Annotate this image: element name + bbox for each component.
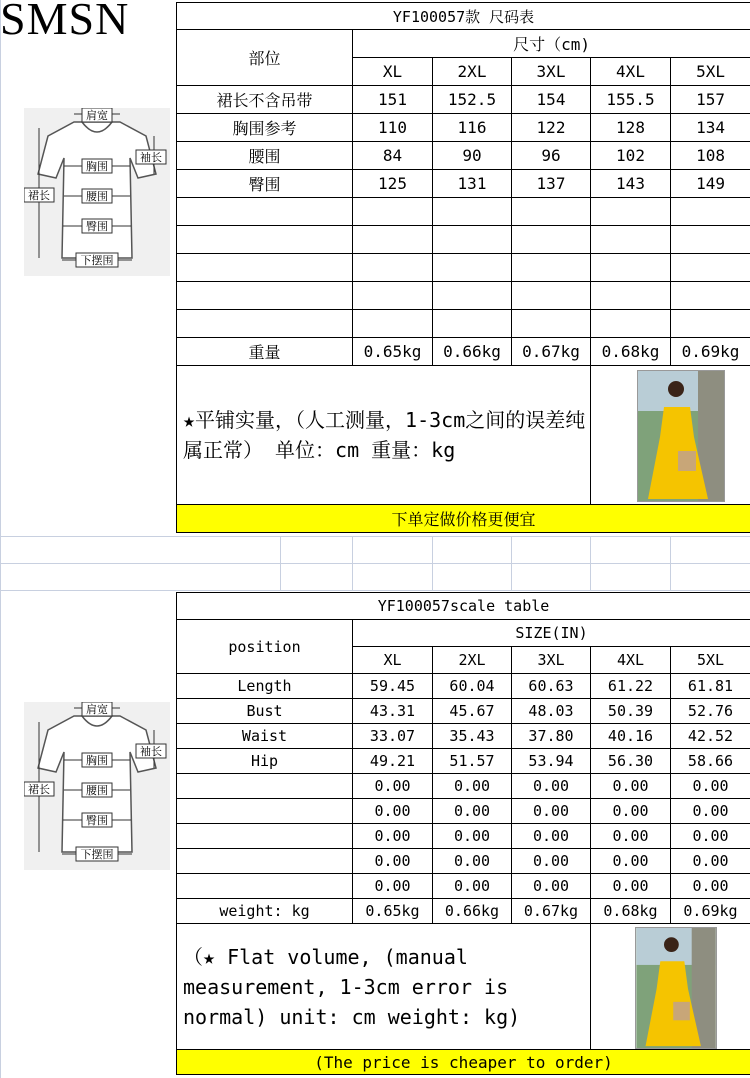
- diagram-label-hem: 下摆围: [80, 254, 114, 267]
- order-banner: (The price is cheaper to order): [177, 1050, 750, 1075]
- weight-row: [177, 899, 750, 924]
- size-col-header: XL: [353, 58, 433, 86]
- table-cell: 134: [671, 114, 750, 142]
- table-row: [177, 170, 750, 198]
- table-cell: 50.39: [591, 699, 671, 724]
- table-cell: 59.45: [353, 674, 433, 699]
- table-row: [177, 699, 750, 724]
- sheet-gridline: [511, 536, 512, 590]
- weight-cell: 0.66kg: [433, 338, 512, 366]
- table-row-empty: [177, 226, 750, 254]
- table-row: [177, 849, 750, 874]
- row-label: Length: [177, 674, 353, 699]
- table-cell: 122: [512, 114, 591, 142]
- diagram-label-chest: 胸围: [86, 754, 108, 767]
- size-col-header: 2XL: [433, 647, 512, 674]
- table-cell: 137: [512, 170, 591, 198]
- table-cell: 0.00: [353, 774, 433, 799]
- table-cell: 0.00: [512, 874, 591, 899]
- table-cell: 0.00: [433, 849, 512, 874]
- table-cell: 61.22: [591, 674, 671, 699]
- table-cell: 149: [671, 170, 750, 198]
- table-cell: 40.16: [591, 724, 671, 749]
- sheet-gridline: [352, 536, 353, 590]
- diagram-label-hip: 臀围: [86, 220, 108, 233]
- table-cell: 0.00: [671, 849, 750, 874]
- row-label: 裙长不含吊带: [177, 86, 353, 114]
- measurement-note: ★平铺实量，（人工测量，1-3cm之间的误差纯属正常） 单位：cm 重量：kg: [177, 366, 591, 505]
- table-row: [177, 114, 750, 142]
- table-cell: 152.5: [433, 86, 512, 114]
- order-banner: 下单定做价格更便宜: [177, 505, 750, 533]
- table-row: [177, 774, 750, 799]
- table-cell: 48.03: [512, 699, 591, 724]
- weight-cell: 0.69kg: [671, 899, 750, 924]
- table-row: [177, 874, 750, 899]
- size-header: 尺寸（cm): [353, 30, 750, 58]
- weight-cell: 0.67kg: [512, 338, 591, 366]
- table-cell: 0.00: [591, 824, 671, 849]
- table-cell: 53.94: [512, 749, 591, 774]
- table-title: YF100057scale table: [177, 593, 750, 620]
- sheet-gridline: [590, 536, 591, 590]
- measurement-note: （★ Flat volume, (manual measurement, 1-3cm error is normal) unit: cm weight: kg): [177, 924, 591, 1050]
- weight-cell: 0.67kg: [512, 899, 591, 924]
- row-label: [177, 874, 353, 899]
- weight-cell: 0.68kg: [591, 338, 671, 366]
- table-cell: 0.00: [353, 799, 433, 824]
- table-cell: 143: [591, 170, 671, 198]
- garment-diagram-top: [24, 108, 170, 276]
- diagram-label-sleeve: 袖长: [140, 745, 162, 758]
- row-label: [177, 849, 353, 874]
- table-cell: 45.67: [433, 699, 512, 724]
- sheet-gridline: [0, 0, 1, 1078]
- product-photo: [635, 927, 717, 1049]
- table-cell: 131: [433, 170, 512, 198]
- table-row: [177, 824, 750, 849]
- size-table-cn: [176, 2, 750, 533]
- weight-cell: 0.65kg: [353, 899, 433, 924]
- table-cell: 52.76: [671, 699, 750, 724]
- table-cell: 0.00: [591, 774, 671, 799]
- table-cell: 90: [433, 142, 512, 170]
- diagram-label-waist: 腰围: [86, 190, 108, 203]
- diagram-label-sleeve: 袖长: [140, 151, 162, 164]
- row-label: 臀围: [177, 170, 353, 198]
- table-cell: 151: [353, 86, 433, 114]
- diagram-label-hip: 臀围: [86, 814, 108, 827]
- row-label: Hip: [177, 749, 353, 774]
- size-col-header: 3XL: [512, 58, 591, 86]
- size-col-header: 4XL: [591, 58, 671, 86]
- row-label: [177, 774, 353, 799]
- sheet-gridline: [0, 563, 750, 564]
- table-cell: 0.00: [671, 774, 750, 799]
- table-cell: 96: [512, 142, 591, 170]
- table-row: [177, 799, 750, 824]
- brand-logo: SMSN: [0, 0, 130, 44]
- product-photo-cell: [591, 366, 750, 505]
- table-cell: 43.31: [353, 699, 433, 724]
- sheet-gridline: [0, 536, 750, 537]
- table-cell: 0.00: [512, 849, 591, 874]
- position-header: position: [177, 620, 353, 674]
- table-cell: 0.00: [512, 774, 591, 799]
- weight-cell: 0.65kg: [353, 338, 433, 366]
- table-cell: 0.00: [671, 799, 750, 824]
- table-cell: 125: [353, 170, 433, 198]
- diagram-label-chest: 胸围: [86, 160, 108, 173]
- weight-row: [177, 338, 750, 366]
- table-cell: 0.00: [433, 824, 512, 849]
- table-cell: 108: [671, 142, 750, 170]
- size-col-header: 5XL: [671, 58, 750, 86]
- row-label: [177, 799, 353, 824]
- table-cell: 84: [353, 142, 433, 170]
- table-row: [177, 86, 750, 114]
- weight-label: 重量: [177, 338, 353, 366]
- table-cell: 0.00: [353, 874, 433, 899]
- diagram-label-length: 裙长: [28, 783, 50, 796]
- table-cell: 0.00: [671, 874, 750, 899]
- table-row-empty: [177, 282, 750, 310]
- table-cell: 102: [591, 142, 671, 170]
- table-cell: 0.00: [433, 774, 512, 799]
- size-col-header: 2XL: [433, 58, 512, 86]
- size-table-en: [176, 592, 750, 1075]
- table-cell: 60.63: [512, 674, 591, 699]
- weight-cell: 0.66kg: [433, 899, 512, 924]
- table-cell: 58.66: [671, 749, 750, 774]
- table-cell: 51.57: [433, 749, 512, 774]
- table-cell: 0.00: [433, 874, 512, 899]
- table-cell: 37.80: [512, 724, 591, 749]
- table-cell: 49.21: [353, 749, 433, 774]
- table-cell: 0.00: [433, 799, 512, 824]
- table-cell: 33.07: [353, 724, 433, 749]
- table-cell: 56.30: [591, 749, 671, 774]
- sheet-gridline: [0, 590, 750, 591]
- table-cell: 154: [512, 86, 591, 114]
- sheet-gridline: [670, 536, 671, 590]
- weight-cell: 0.69kg: [671, 338, 750, 366]
- table-cell: 0.00: [353, 824, 433, 849]
- table-row-empty: [177, 198, 750, 226]
- table-cell: 155.5: [591, 86, 671, 114]
- size-col-header: 4XL: [591, 647, 671, 674]
- table-cell: 128: [591, 114, 671, 142]
- table-cell: 0.00: [671, 824, 750, 849]
- size-col-header: XL: [353, 647, 433, 674]
- table-row: [177, 142, 750, 170]
- product-photo: [637, 370, 725, 502]
- table-cell: 0.00: [591, 874, 671, 899]
- row-label: 腰围: [177, 142, 353, 170]
- row-label: Bust: [177, 699, 353, 724]
- table-cell: 116: [433, 114, 512, 142]
- weight-label: weight: kg: [177, 899, 353, 924]
- table-cell: 61.81: [671, 674, 750, 699]
- table-cell: 60.04: [433, 674, 512, 699]
- table-row: [177, 674, 750, 699]
- size-header: SIZE(IN): [353, 620, 750, 647]
- table-row: [177, 749, 750, 774]
- diagram-label-hem: 下摆围: [80, 848, 114, 861]
- table-cell: 0.00: [353, 849, 433, 874]
- sheet-gridline: [280, 536, 281, 590]
- weight-cell: 0.68kg: [591, 899, 671, 924]
- table-row: [177, 724, 750, 749]
- size-col-header: 3XL: [512, 647, 591, 674]
- table-title: YF100057款 尺码表: [177, 3, 750, 30]
- row-label: [177, 824, 353, 849]
- table-cell: 0.00: [512, 799, 591, 824]
- product-photo-cell: [591, 924, 750, 1050]
- position-header: 部位: [177, 30, 353, 86]
- table-row-empty: [177, 310, 750, 338]
- table-cell: 0.00: [512, 824, 591, 849]
- table-cell: 42.52: [671, 724, 750, 749]
- diagram-label-length: 裙长: [28, 189, 50, 202]
- garment-diagram-bottom: [24, 702, 170, 870]
- sheet-gridline: [432, 536, 433, 590]
- row-label: Waist: [177, 724, 353, 749]
- row-label: 胸围参考: [177, 114, 353, 142]
- diagram-label-shoulder: 肩宽: [86, 109, 108, 122]
- size-col-header: 5XL: [671, 647, 750, 674]
- table-cell: 35.43: [433, 724, 512, 749]
- table-cell: 110: [353, 114, 433, 142]
- table-cell: 0.00: [591, 849, 671, 874]
- diagram-label-waist: 腰围: [86, 784, 108, 797]
- diagram-label-shoulder: 肩宽: [86, 703, 108, 716]
- table-cell: 157: [671, 86, 750, 114]
- table-row-empty: [177, 254, 750, 282]
- table-cell: 0.00: [591, 799, 671, 824]
